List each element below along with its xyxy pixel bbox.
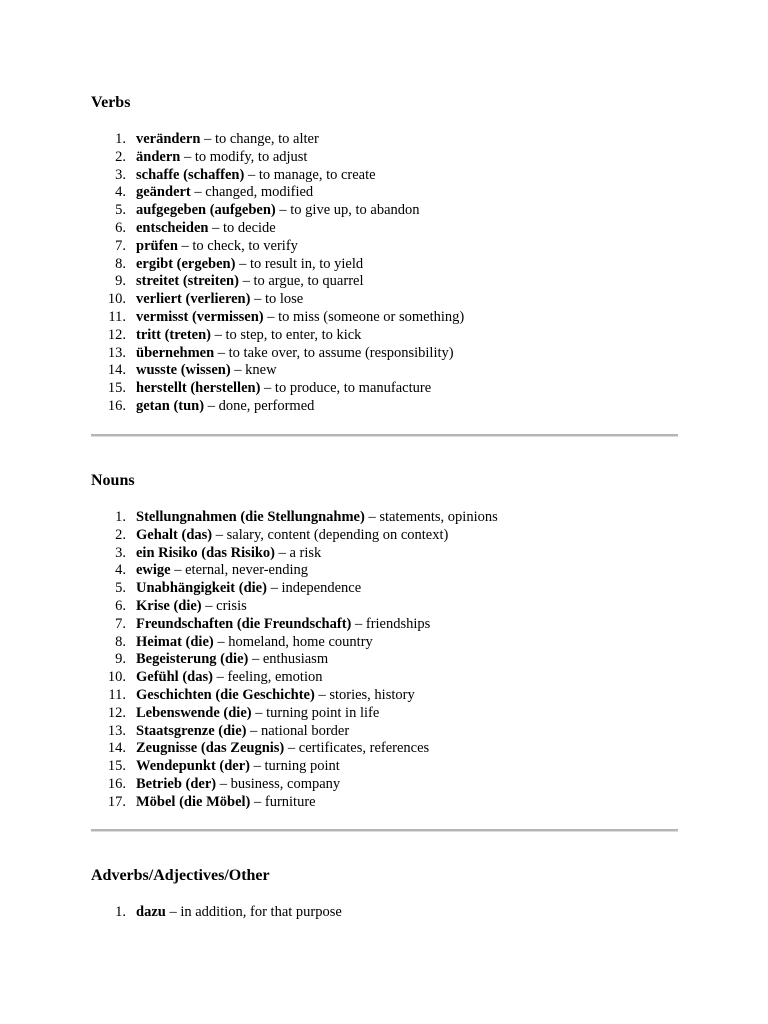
item-number: 7. — [115, 237, 126, 254]
item-entry — [136, 362, 277, 380]
item-definition: – to produce, to manufacture — [260, 380, 432, 397]
item-definition: – to manage, to create — [244, 166, 376, 183]
item-term: Freundschaften (die Freundschaft) — [136, 615, 352, 632]
item-term: geändert — [136, 184, 191, 201]
item-number: 15. — [107, 380, 126, 397]
item-entry — [136, 723, 349, 741]
list-item — [91, 327, 679, 345]
item-entry — [136, 740, 429, 758]
item-number: 5. — [115, 202, 126, 219]
item-number: 15. — [107, 758, 126, 775]
item-definition: – certificates, references — [284, 740, 430, 757]
item-number: 4. — [115, 562, 126, 579]
item-definition: – to change, to alter — [200, 131, 319, 147]
item-entry — [136, 794, 316, 812]
item-term: wusste (wissen) — [136, 362, 231, 379]
item-entry — [136, 669, 322, 687]
item-term: streitet (streiten) — [136, 273, 239, 290]
list-item — [91, 149, 679, 167]
item-number: 16. — [107, 775, 126, 792]
item-number: 3. — [115, 166, 126, 183]
item-definition: – turning point in life — [251, 704, 380, 721]
item-entry — [136, 167, 376, 185]
item-number: 6. — [115, 219, 126, 236]
item-entry — [136, 149, 307, 167]
list-item — [91, 131, 679, 149]
item-entry — [136, 345, 454, 363]
item-definition: – in addition, for that purpose — [165, 904, 342, 920]
verbs-heading: Verbs — [91, 94, 131, 111]
item-number: 10. — [107, 291, 126, 308]
item-entry — [136, 256, 363, 274]
item-term: ergibt (ergeben) — [136, 255, 236, 272]
item-definition: – crisis — [201, 597, 247, 614]
list-item — [91, 238, 679, 256]
list-item — [91, 273, 679, 291]
item-entry — [136, 562, 308, 580]
list-item — [91, 904, 679, 922]
item-definition: – stories, history — [314, 686, 415, 703]
list-item — [91, 598, 679, 616]
item-term: Staatsgrenze (die) — [136, 722, 247, 739]
item-entry — [136, 651, 328, 669]
item-number: 8. — [115, 255, 126, 272]
item-definition: – to argue, to quarrel — [238, 273, 364, 290]
item-number: 8. — [115, 633, 126, 650]
item-definition: – to give up, to abandon — [275, 202, 420, 219]
item-term: ewige — [136, 562, 171, 579]
verbs-section — [91, 93, 679, 414]
item-number: 5. — [115, 580, 126, 597]
item-entry — [136, 776, 340, 794]
item-number: 4. — [115, 184, 126, 201]
item-entry — [136, 202, 420, 220]
list-item — [91, 509, 679, 527]
list-item — [91, 380, 679, 398]
item-term: entscheiden — [136, 219, 209, 236]
item-number: 14. — [107, 740, 126, 757]
nouns-section — [91, 471, 679, 810]
item-number: 13. — [107, 722, 126, 739]
item-definition: – to decide — [208, 219, 276, 236]
item-number: 12. — [107, 326, 126, 343]
item-number: 11. — [108, 308, 126, 325]
list-item — [91, 687, 679, 705]
item-term: Möbel (die Möbel) — [136, 793, 251, 810]
item-definition: – turning point — [250, 758, 340, 775]
list-item — [91, 362, 679, 380]
item-definition: – salary, content (depending on context) — [212, 526, 449, 543]
verbs-list — [91, 131, 679, 416]
item-definition: – to step, to enter, to kick — [211, 326, 362, 343]
item-entry — [136, 598, 247, 616]
item-number: 9. — [115, 273, 126, 290]
item-entry — [136, 273, 364, 291]
list-item — [91, 669, 679, 687]
item-term: ein Risiko (das Risiko) — [136, 544, 275, 561]
item-number: 1. — [115, 904, 126, 920]
list-item — [91, 776, 679, 794]
item-term: Geschichten (die Geschichte) — [136, 686, 315, 703]
item-term: Stellungnahmen (die Stellungnahme) — [136, 509, 365, 525]
item-term: vermisst (vermissen) — [136, 308, 264, 325]
list-item — [91, 220, 679, 238]
item-number: 12. — [107, 704, 126, 721]
item-term: Gefühl (das) — [136, 669, 213, 686]
list-item — [91, 562, 679, 580]
item-entry — [136, 545, 321, 563]
item-definition: – done, performed — [204, 397, 315, 414]
item-entry — [136, 380, 431, 398]
item-term: aufgegeben (aufgeben) — [136, 202, 276, 219]
item-number: 1. — [115, 131, 126, 147]
section-divider — [91, 829, 678, 832]
item-term: Zeugnisse (das Zeugnis) — [136, 740, 285, 757]
item-term: Gehalt (das) — [136, 526, 213, 543]
item-number: 13. — [107, 344, 126, 361]
item-definition: – knew — [230, 362, 277, 379]
item-number: 2. — [115, 526, 126, 543]
item-entry — [136, 131, 319, 149]
list-item — [91, 651, 679, 669]
item-definition: – feeling, emotion — [212, 669, 323, 686]
section-divider — [91, 434, 678, 437]
item-entry — [136, 291, 303, 309]
item-definition: – a risk — [275, 544, 322, 561]
item-term: prüfen — [136, 237, 178, 254]
item-definition: – independence — [266, 580, 362, 597]
item-definition: – eternal, never-ending — [170, 562, 309, 579]
list-item — [91, 202, 679, 220]
item-definition: – to miss (someone or something) — [263, 308, 465, 325]
item-entry — [136, 398, 314, 416]
item-term: herstellt (herstellen) — [136, 380, 261, 397]
item-term: Krise (die) — [136, 597, 202, 614]
item-definition: – to take over, to assume (responsibility) — [214, 344, 454, 361]
item-term: Begeisterung (die) — [136, 651, 249, 668]
item-number: 6. — [115, 597, 126, 614]
list-item — [91, 634, 679, 652]
list-item — [91, 398, 679, 416]
item-number: 1. — [115, 509, 126, 525]
item-definition: – national border — [246, 722, 350, 739]
item-entry — [136, 509, 498, 527]
item-entry — [136, 687, 415, 705]
item-definition: – to modify, to adjust — [180, 148, 308, 165]
item-definition: – to check, to verify — [177, 237, 298, 254]
list-item — [91, 309, 679, 327]
item-entry — [136, 904, 342, 922]
item-definition: – business, company — [216, 775, 341, 792]
item-definition: – to lose — [250, 291, 304, 308]
nouns-list — [91, 509, 679, 812]
item-term: getan (tun) — [136, 397, 205, 414]
item-term: verliert (verlieren) — [136, 291, 251, 308]
item-entry — [136, 309, 464, 327]
item-entry — [136, 527, 448, 545]
item-number: 10. — [107, 669, 126, 686]
list-item — [91, 616, 679, 634]
item-term: verändern — [136, 131, 201, 147]
item-entry — [136, 634, 373, 652]
other-list — [91, 904, 679, 922]
item-term: Wendepunkt (der) — [136, 758, 251, 775]
list-item — [91, 758, 679, 776]
item-number: 11. — [108, 686, 126, 703]
item-term: dazu — [136, 904, 166, 920]
item-term: Heimat (die) — [136, 633, 214, 650]
item-number: 17. — [107, 793, 126, 810]
list-item — [91, 580, 679, 598]
item-term: Unabhängigkeit (die) — [136, 580, 267, 597]
item-number: 16. — [107, 397, 126, 414]
item-entry — [136, 238, 298, 256]
list-item — [91, 740, 679, 758]
item-term: ändern — [136, 148, 181, 165]
item-definition: – homeland, home country — [213, 633, 373, 650]
item-entry — [136, 220, 276, 238]
other-section — [91, 866, 679, 920]
item-definition: – friendships — [351, 615, 431, 632]
item-entry — [136, 580, 361, 598]
nouns-heading: Nouns — [91, 472, 135, 489]
list-item — [91, 545, 679, 563]
item-term: Betrieb (der) — [136, 775, 217, 792]
item-definition: – changed, modified — [190, 184, 314, 201]
item-number: 7. — [115, 615, 126, 632]
item-term: übernehmen — [136, 344, 215, 361]
item-entry — [136, 184, 313, 202]
item-definition: – statements, opinions — [364, 509, 498, 525]
item-entry — [136, 705, 379, 723]
item-term: schaffe (schaffen) — [136, 166, 245, 183]
item-entry — [136, 758, 340, 776]
item-definition: – enthusiasm — [248, 651, 329, 668]
item-number: 9. — [115, 651, 126, 668]
item-entry — [136, 327, 361, 345]
item-entry — [136, 616, 430, 634]
item-term: tritt (treten) — [136, 326, 211, 343]
list-item — [91, 184, 679, 202]
item-term: Lebenswende (die) — [136, 704, 252, 721]
item-definition: – furniture — [250, 793, 316, 810]
list-item — [91, 167, 679, 185]
list-item — [91, 527, 679, 545]
item-number: 14. — [107, 362, 126, 379]
list-item — [91, 723, 679, 741]
other-heading: Adverbs/Adjectives/Other — [91, 867, 270, 884]
item-number: 3. — [115, 544, 126, 561]
list-item — [91, 705, 679, 723]
list-item — [91, 345, 679, 363]
item-definition: – to result in, to yield — [235, 255, 364, 272]
list-item — [91, 291, 679, 309]
list-item — [91, 256, 679, 274]
item-number: 2. — [115, 148, 126, 165]
list-item — [91, 794, 679, 812]
